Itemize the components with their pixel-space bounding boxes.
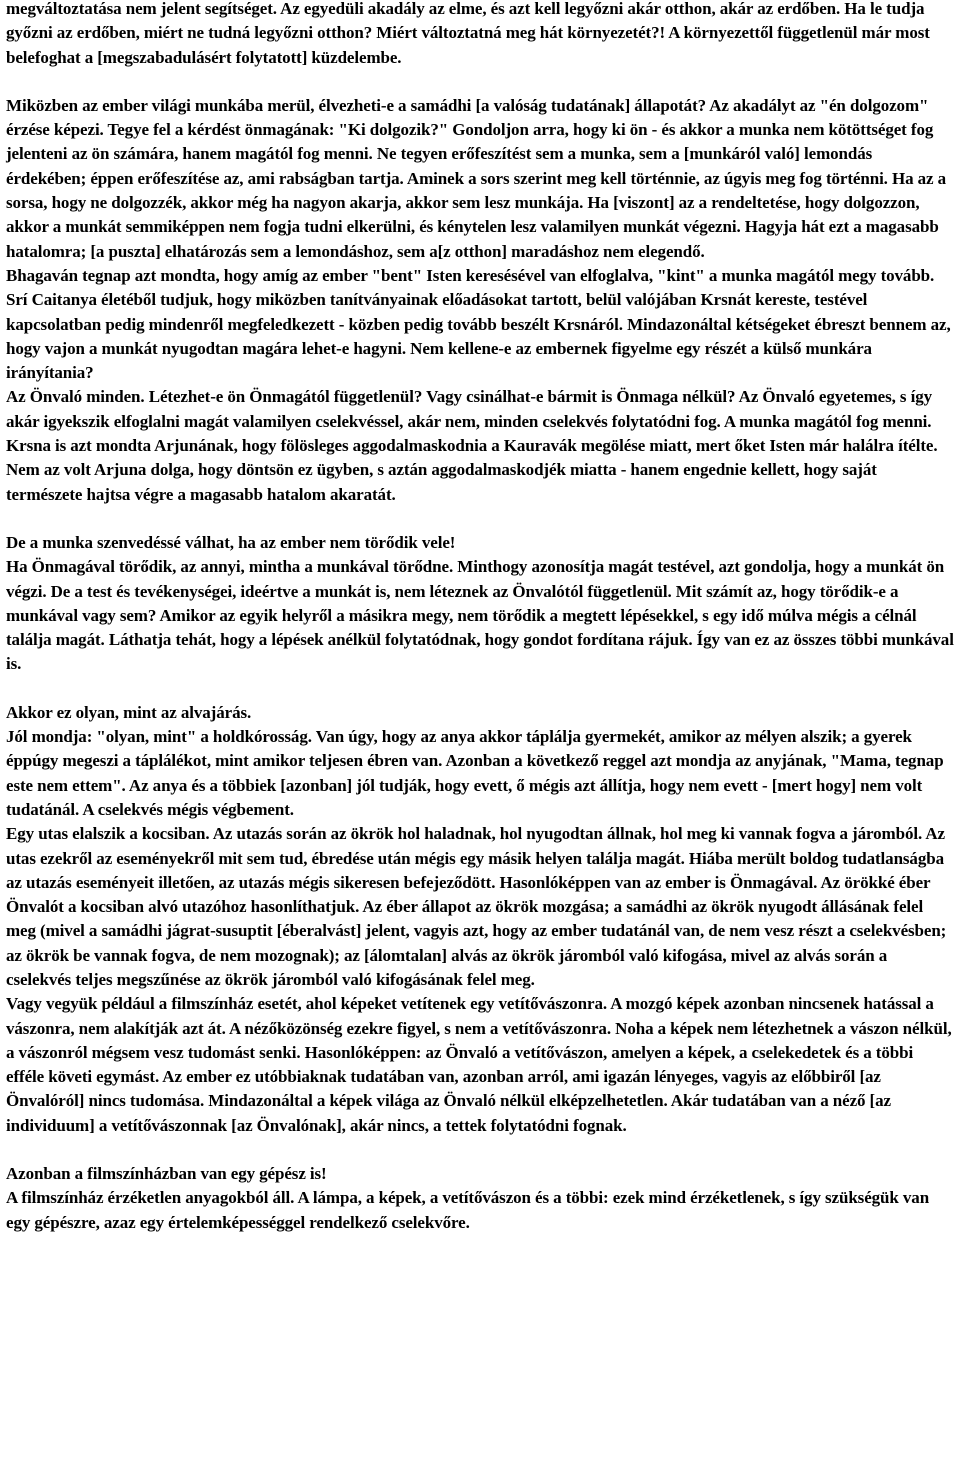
paragraph-4: Az Önvaló minden. Létezhet-e ön Önmagától függetlenül? Vagy csinálhat-e bármit is Önmaga nélkül? Az Önvaló egyetemes, s így akár igyekszik elfoglalni magát valamilyen cselekvéssel, akár nem, minden cselekvés folytatódni fog. A munka magától fog menni. Krsna is azt mondta Arjunának, hogy fölösleges aggodalmaskodnia a Kauravák megölése miatt, mert őket Isten már halálra ítélte. Nem az volt Arjuna dolga, hogy döntsön ez ügyben, s aztán aggodalmaskodjék miatta - hanem engednie kellett, hogy saját természete hajtsa végre a magasabb hatalom akaratát.: [6, 387, 938, 504]
paragraph-8: Vagy vegyük például a filmszínház esetét, ahol képeket vetítenek egy vetítővászonra. A mozgó képek azonban nincsenek hatással a vászonra, nem alakítják azt át. A nézőközönség ezekre figyel, s nem a vetítővászonra. Noha a képek nem létezhetnek a vászon nélkül, a vászonról mégsem vesz tudomást senki. Hasonlóképpen: az Önvaló a vetítővászon, amelyen a képek, a cselekedetek és a többi efféle követi egymást. Az ember ez utóbbiaknak tudatában van, azonban arról, ami igazán lényeges, vagyis az előbbiről [az Önvalóról] nincs tudomása. Mindazonáltal a képek világa az Önvaló nélkül elképzelhetetlen. Akár tudatában van a néző [az individuum] a vetítővászonnak [az Önvalónak], akár nincs, a tettek folytatódni fognak.: [6, 994, 952, 1135]
paragraph-3: Bhagaván tegnap azt mondta, hogy amíg az ember "bent" Isten keresésével van elfoglalva, "kint" a munka magától megy tovább. Srí Caitanya életéből tudjuk, hogy miközben tanítványainak előadásokat tartott, belül valójában Krsnát kereste, testével kapcsolatban pedig mindenről megfeledkezett - közben pedig tovább beszélt Krsnáról. Mindazonáltal kétségeket ébreszt bennem az, hogy vajon a munkát nyugodtan magára lehet-e hagyni. Nem kellene-e az embernek figyelme egy részét a külső munkára irányítania?: [6, 265, 951, 383]
paragraph-gap: [6, 677, 954, 701]
paragraph-9: A filmszínház érzéketlen anyagokból áll. A lámpa, a képek, a vetítővászon és a többi: ezek mind érzéketlenek, s így szükségük van egy gépészre, azaz egy értelemképességgel rendelkező cselekvőre.: [6, 1188, 930, 1232]
paragraph-6: Jól mondja: "olyan, mint" a holdkórosság. Van úgy, hogy az anya akkor táplálja gyermekét, amikor az mélyen alszik; a gyerek éppúgy megeszi a táplálékot, mint amikor teljesen ébren van. Azonban a következő reggel azt mondja az anyjának, "Mama, tegnap este nem ettem". Az anya és a többiek [azonban] jól tudják, hogy evett, ő mégis azt állítja, hogy nem evett - [mert hogy] nem volt tudatánál. A cselekvés mégis végbement.: [6, 727, 944, 819]
paragraph-7: Egy utas elalszik a kocsiban. Az utazás során az ökrök hol haladnak, hol nyugodtan állnak, hol meg ki vannak fogva a járomból. Az utas ezekről az eseményekről mit sem tud, ébredése után mégis egy másik helyen találja magát. Hiába merült boldog tudatlanságba az utazás eseményeit illetően, az utazás mégis sikeresen befejeződött. Hasonlóképpen van az ember is Önmagával. Az örökké éber Önvalót a kocsiban alvó utazóhoz hasonlíthatjuk. Az éber állapot az ökrök mozgása; a samádhi az ökrök nyugodt állásának felel meg (mivel a samádhi jágrat-susuptit [éberalvást] jelent, vagyis azt, hogy az ember tudatánál van, de nem vesz részt a cselekvésben; az ökrök be vannak fogva, de nem mozognak); az [álomtalan] alvás az ökrök járomból való kifogása, mivel az alvás során a cselekvés teljes megszűnése az ökrök járomból való kifogásának felel meg.: [6, 824, 947, 989]
paragraph-gap: [6, 507, 954, 531]
paragraph-gap: [6, 1138, 954, 1162]
paragraph-2: Miközben az ember világi munkába merül, élvezheti-e a samádhi [a valóság tudatának] állapotát? Az akadályt az "én dolgozom" érzése képezi. Tegye fel a kérdést önmagának: "Ki dolgozik?" Gondoljon arra, hogy ki ön - és akkor a munka nem kötöttséget fog jelenteni az ön számára, hanem magától fog menni. Ne tegyen erőfeszítést sem a munka, sem a [munkáról való] lemondás érdekében; éppen erőfeszítése az, ami rabságban tartja. Aminek a sors szerint meg kell történnie, az úgyis meg fog történni. Ha az a sorsa, hogy ne dolgozzék, akkor még ha nagyon akarja, akkor sem lesz munkája. Ha [viszont] az a rendeltetése, hogy dolgozzon, akkor a munkát semmiképpen nem fogja tudni elkerülni, és kénytelen lesz valamilyen munkát végezni. Hagyja hát ezt a magasabb hatalomra; [a puszta] elhatározás sem a lemondáshoz, sem a[z otthon] maradáshoz nem elegendő.: [6, 95, 947, 261]
question-3: Azonban a filmszínházban van egy gépész is!: [6, 1164, 327, 1184]
paragraph-1: megváltoztatása nem jelent segítséget. Az egyedüli akadály az elme, és azt kell legyőzni akár otthon, akár az erdőben. Ha le tudja győzni az erdőben, miért ne tudná legyőzni otthon? Miért változtatná meg hát környezetét?! A környezettől függetlenül már most belefoghat a [megszabadulásért folytatott] küzdelembe.: [6, 0, 930, 67]
question-1: De a munka szenvedéssé válhat, ha az ember nem törődik vele!: [6, 532, 456, 552]
question-2: Akkor ez olyan, mint az alvajárás.: [6, 702, 252, 722]
paragraph-gap: [6, 70, 954, 94]
paragraph-5: Ha Önmagával törődik, az annyi, mintha a munkával törődne. Minthogy azonosítja magát testével, azt gondolja, hogy a munkát ön végzi. De a test és tevékenységei, ideértve a munkát is, nem léteznek az Önvalótól függetlenül. Mit számít az, hogy törődik-e a munkával vagy sem? Amikor az egyik helyről a másikra megy, nem törődik a megtett lépésekkel, s egy idő múlva mégis a célnál találja magát. Láthatja tehát, hogy a lépések anélkül folytatódnak, hogy gondot fordítana rájuk. Így van ez az összes többi munkával is.: [6, 557, 954, 674]
